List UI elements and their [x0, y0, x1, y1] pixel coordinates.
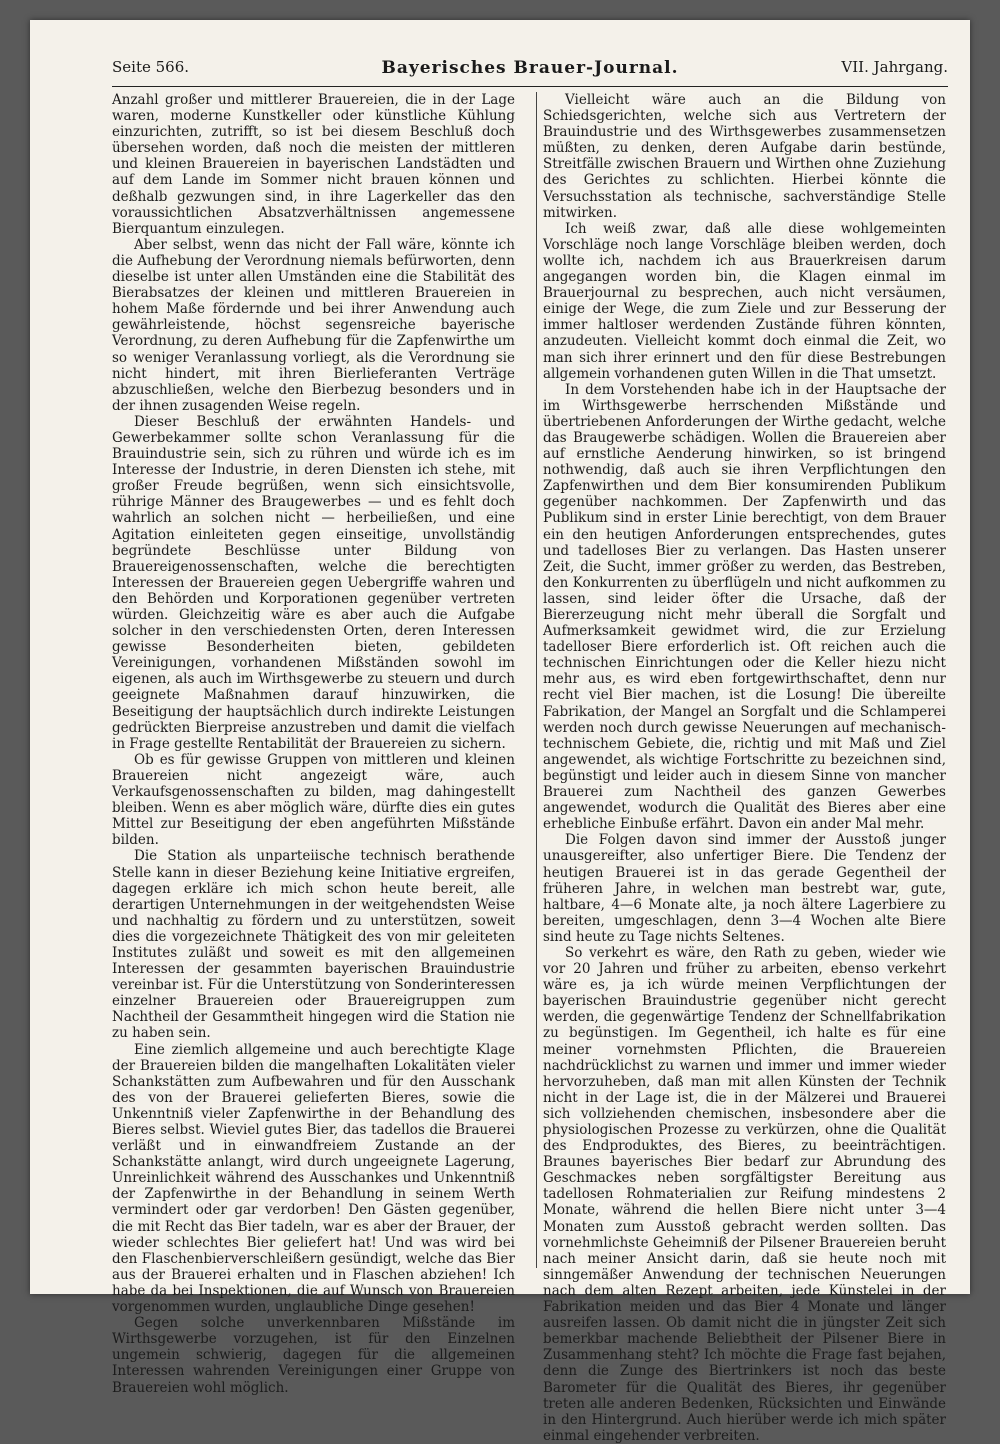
page-header [112, 56, 948, 87]
left-column [112, 92, 515, 1396]
journal-title: Bayerisches Brauer-Journal. [381, 58, 679, 78]
volume-label: VII. Jahrgang. [841, 58, 948, 76]
paragraph: Gegen solche unverkennbaren Mißstände im Wirthsgewerbe vorzugehen, ist für den Einzelnen ungemein schwierig, dagegen für die allgemeinen Interessen wahrenden Vereinigungen einer Gruppe von Brauereien wohl möglich. [112, 1315, 515, 1396]
paragraph: So verkehrt es wäre, den Rath zu geben, wieder wie vor 20 Jahren und früher zu arbeiten, ebenso verkehrt wäre es, ja ich würde meinen Verpflichtungen der bayerischen Brauindustrie gegenüber nicht gerecht werden, die gegenwärtige Tendenz der Schnellfabrikation zu begünstigen. Im Gegentheil, ich halte es für eine meiner vornehmsten Pflichten, die Brauereien nachdrücklichst zu warnen und immer und immer wieder hervorzuheben, daß man mit allen Künsten der Technik nicht in der Lage ist, die in der Mälzerei und Brauerei sich vollziehenden chemischen, insbesondere aber die physiologischen Prozesse zu verkürzen, ohne die Qualität des Endproduktes, des Bieres, zu beeinträchtigen. Braunes bayerisches Bier bedarf zur Abrundung des Geschmackes neben sorgfältigster Bereitung aus tadellosen Rohmaterialien zur Reifung mindestens 2 Monate, während die hellen Biere nicht unter 3—4 Monaten zum Ausstoß gebracht werden sollten. Das vornehmlichste Geheimniß der Pilsener Brauereien beruht nach meiner Ansicht darin, daß sie heute noch mit sinngemäßer Anwendung der technischen Neuerungen nach dem alten Rezept arbeiten, jede Künstelei in der Fabrikation meiden und das Bier 4 Monate und länger ausreifen lassen. Ob damit nicht die in jüngster Zeit sich bemerkbar machende Beliebtheit der Pilsener Biere in Zusammenhang steht? Ich möchte die Frage fast bejahen, denn die Zunge des Biertrinkers ist noch das beste Barometer für die Qualität des Bieres, ihr gegenüber treten alle anderen Bedenken, Rücksichten und Einwände in den Hintergrund. Auch hierüber werde ich mich später einmal eingehender verbreiten. [543, 944, 946, 1444]
paragraph: Die Folgen davon sind immer der Ausstoß junger unausgereifter, also unfertiger Biere. Die Tendenz der heutigen Brauerei ist in das gerade Gegentheil der früheren Jahre, in welchen man bestrebt war, gute, haltbare, 4—6 Monate alte, ja noch ältere Lagerbiere zu bereiten, umgeschlagen, denn 3—4 Wochen alte Biere sind heute zu Tage nichts Seltenes. [543, 832, 946, 945]
paragraph: Anzahl großer und mittlerer Brauereien, die in der Lage waren, moderne Kunstkeller oder künstliche Kühlung einzurichten, zutrifft, so ist bei diesem Beschluß doch übersehen worden, daß noch die meisten der mittleren und kleinen Brauereien in bayerischen Landstädten und auf dem Lande im Sommer nicht brauen können und deßhalb gezwungen sind, in ihre Lagerkeller das den voraussichtlichen Absatzverhältnissen angemessene Bierquantum einzulegen. [112, 92, 515, 237]
paragraph: Ob es für gewisse Gruppen von mittleren und kleinen Brauereien nicht angezeigt wäre, auch Verkaufsgenossenschaften zu bilden, mag dahingestellt bleiben. Wenn es aber möglich wäre, dürfte dies ein gutes Mittel zur Beseitigung der eben angeführten Mißstände bilden. [112, 751, 515, 849]
article-body [112, 92, 946, 1444]
paragraph-emphasized: Aber selbst, wenn das nicht der Fall wäre, könnte ich die Aufhebung der Verordnung niemals befürworten, denn dieselbe ist unter allen Umständen eine die Stabilität des Bierabsatzes der kleinen und mittleren Brauereien in hohem Maße fördernde und bei ihrer Anwendung auch gewährleistende, höchst segensreiche bayerische Verordnung, zu deren Aufhebung für die Zapfenwirthe um so weniger Veranlassung vorliegt, als die Verordnung sie nicht hindert, mit ihren Bierlieferanten Verträge abzuschließen, welche den Bierbezug besonders und in der ihnen zusagenden Weise regeln. [112, 236, 515, 414]
paragraph: Die Station als unparteiische technisch berathende Stelle kann in dieser Beziehung keine Initiative ergreifen, dagegen erkläre ich mich schon heute bereit, alle derartigen Unternehmungen in der weitgehendsten Weise und nachhaltig zu fördern und zu unterstützen, soweit dies die vorgezeichnete Thätigkeit des von mir geleiteten Institutes zuläßt und soweit es mit den allgemeinen Interessen der gesammten bayerischen Brauindustrie vereinbar ist. Für die Unterstützung von Sonderinteressen einzelner Brauereien oder Brauereigruppen zum Nachtheil der Gesammtheit hingegen wird die Station nie zu haben sein. [112, 848, 515, 1042]
paragraph: Dieser Beschluß der erwähnten Handels- und Gewerbekammer sollte schon Veranlassung für die Brauindustrie sein, sich zu rühren und würde ich es im Interesse der Industrie, in deren Diensten ich stehe, mit großer Freude begrüßen, wenn sich einsichtsvolle, rührige Männer des Braugewerbes — und es fehlt doch wahrlich an solchen nicht — herbeiließen, und eine Agitation einleiteten gegen einseitige, unvollständig begründete Beschlüsse unter Bildung von Brauereigenossenschaften, welche die berechtigten Interessen der Brauereien gegen Uebergriffe wahren und den Behörden und Korporationen gegenüber vertreten würden. Gleichzeitig wäre es aber auch die Aufgabe solcher in den verschiedensten Orten, deren Interessen gewisse Besonderheiten bieten, gebildeten Vereinigungen, vorhandenen Mißständen sowohl im eigenen, als auch im Wirthsgewerbe zu steuern und durch geeignete Maßnahmen darauf hinzuwirken, die Beseitigung der hauptsächlich durch indirekte Leistungen gedrückten Bierpreise anzustreben und damit die vielfach in Frage gestellte Rentabilität der Brauereien zu sichern. [112, 413, 515, 752]
paragraph: Ich weiß zwar, daß alle diese wohlgemeinten Vorschläge noch lange Vorschläge bleiben werden, doch wollte ich, nachdem ich aus Brauerkreisen darum angegangen worden bin, die Klagen einmal im Brauerjournal zu besprechen, auch nicht versäumen, einige der Wege, die zum Ziele und zur Besserung der immer haltloser werdenden Zustände führen könnten, anzudeuten. Vielleicht kommt doch einmal die Zeit, wo man sich ihrer erinnert und den für diese Bestrebungen allgemein vorhandenen guten Willen in die That umsetzt. [543, 220, 946, 382]
paragraph: In dem Vorstehenden habe ich in der Hauptsache der im Wirthsgewerbe herrschenden Mißstände und übertriebenen Anforderungen der Wirthe gedacht, welche das Braugewerbe schädigen. Wollen die Brauereien aber auf ernstliche Aenderung hinwirken, so ist bringend nothwendig, daß auch sie ihren Verpflichtungen den Zapfenwirthen und dem Bier konsumirenden Publikum gegenüber nachkommen. Der Zapfenwirth und das Publikum sind in erster Linie berechtigt, von dem Brauer ein den heutigen Anforderungen entsprechendes, gutes und tadelloses Bier zu verlangen. Das Hasten unserer Zeit, die Sucht, immer größer zu werden, das Bestreben, den Konkurrenten zu überflügeln und nicht aufkommen zu lassen, sind leider öfter die Ursache, daß der Biererzeugung nicht mehr überall die Sorgfalt und Aufmerksamkeit gewidmet wird, die zur Erzielung tadelloser Biere erforderlich ist. Oft reichen auch die technischen Einrichtungen oder die Keller hiezu nicht mehr aus, es wird eben fortgewirthschaftet, denn nur recht viel Bier machen, ist die Losung! Die übereilte Fabrikation, der Mangel an Sorgfalt und die Schlamperei werden noch durch gewisse Neuerungen auf mechanisch-technischem Gebiete, die, richtig und mit Maß und Ziel angewendet, als wichtige Fortschritte zu bezeichnen sind, begünstigt und leider auch in diesem Sinne von mancher Brauerei zum Nachtheil des ganzen Gewerbes angewendet, wodurch die Qualität des Bieres aber eine erhebliche Einbuße erfährt. Davon ein ander Mal mehr. [543, 381, 946, 833]
journal-page [30, 20, 970, 1444]
paragraph: Vielleicht wäre auch an die Bildung von Schiedsgerichten, welche sich aus Vertretern der Brauindustrie und des Wirthsgewerbes zusammensetzen müßten, zu denken, deren Aufgabe darin bestünde, Streitfälle zwischen Brauern und Wirthen ohne Zuziehung des Gerichtes zu schlichten. Hierbei könnte die Versuchsstation als technische, sachverständige Stelle mitwirken. [543, 92, 946, 221]
right-column [543, 92, 946, 1444]
page-number: Seite 566. [112, 58, 190, 76]
paragraph: Eine ziemlich allgemeine und auch berechtigte Klage der Brauereien bilden die mangelhaften Lokalitäten vieler Schankstätten zum Aufbewahren und für den Ausschank des von der Brauerei gelieferten Bieres, sowie die Unkenntniß vieler Zapfenwirthe in der Behandlung des Bieres selbst. Wieviel gutes Bier, das tadellos die Brauerei verläßt und in einwandfreiem Zustande an der Schankstätte anlangt, wird durch ungeeignete Lagerung, Unreinlichkeit während des Ausschankes und Unkenntniß der Zapfenwirthe in der Behandlung in seinem Werth vermindert oder gar verdorben! Den Gästen gegenüber, die mit Recht das Bier tadeln, war es aber der Brauer, der wieder schlechtes Bier geliefert hat! Und was wird bei den Flaschenbierverschleißern gesündigt, welche das Bier aus der Brauerei erhalten und in Flaschen abziehen! Ich habe da bei Inspektionen, die auf Wunsch von Brauereien vorgenommen wurden, unglaubliche Dinge gesehen! [112, 1041, 515, 1316]
